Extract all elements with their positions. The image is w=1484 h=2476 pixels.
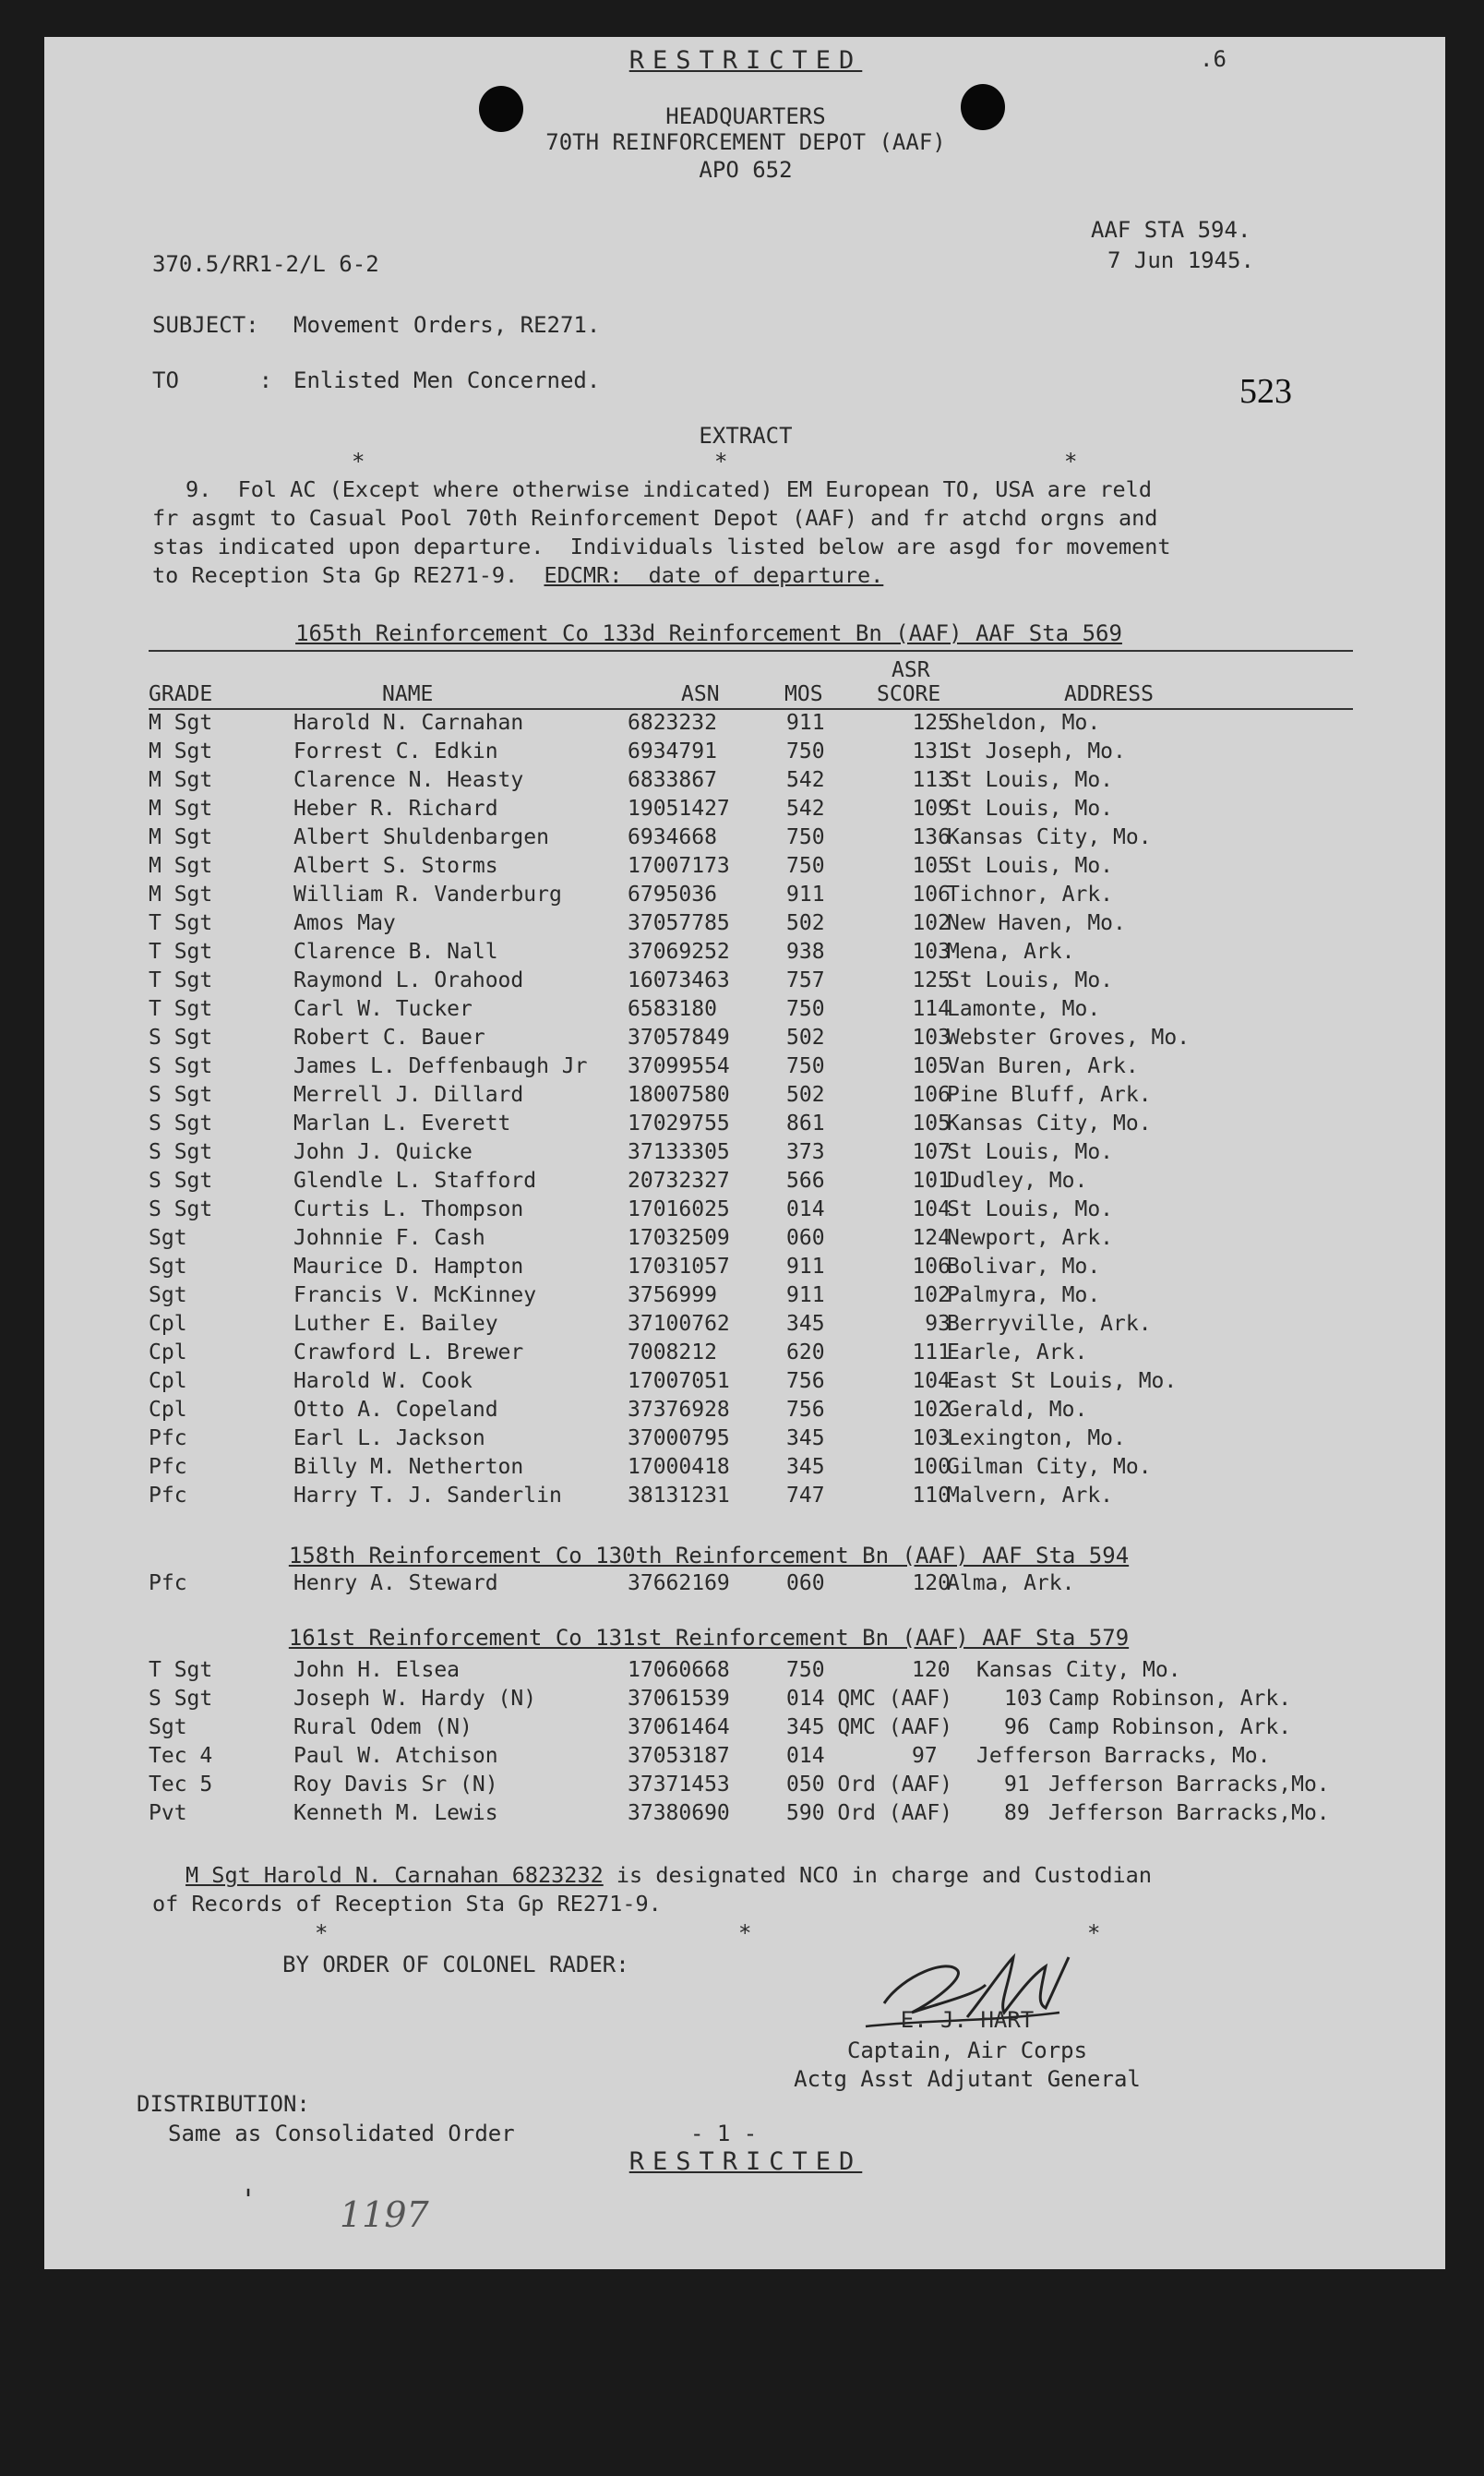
signature-stroke-1 — [884, 1966, 986, 2013]
cell-grade: M Sgt — [149, 854, 213, 878]
table-row — [44, 1310, 1445, 1339]
table-row — [44, 1685, 1445, 1713]
cell-grade: S Sgt — [149, 1054, 213, 1078]
cell-address: Webster Groves, Mo. — [947, 1026, 1191, 1050]
cell-asn: 3756999 — [628, 1283, 717, 1307]
signature — [847, 1939, 1106, 2049]
cell-name: Harold W. Cook — [293, 1369, 473, 1393]
table-row — [44, 1742, 1445, 1771]
cell-name: Glendle L. Stafford — [293, 1169, 537, 1193]
col-grade: GRADE — [149, 682, 213, 706]
cell-mos: 747 — [786, 1484, 825, 1508]
cell-score: 106 — [912, 883, 951, 907]
cell-address: St Louis, Mo. — [947, 1140, 1114, 1164]
cell-address: Jefferson Barracks, Mo. — [976, 1744, 1271, 1768]
cell-asn: 37099554 — [628, 1054, 730, 1078]
table-row — [44, 1482, 1445, 1510]
cell-address: Alma, Ark. — [947, 1571, 1075, 1595]
cell-asn: 37371453 — [628, 1773, 730, 1797]
cell-score: 125 — [912, 711, 951, 735]
cell-mos: 750 — [786, 997, 825, 1021]
cell-grade: Pfc — [149, 1426, 187, 1450]
cell-mos: 756 — [786, 1398, 825, 1422]
cell-address: Kansas City, Mo. — [947, 825, 1152, 849]
cell-score: 105 — [912, 1112, 951, 1136]
cell-grade: Pvt — [149, 1801, 187, 1825]
cell-grade: Pfc — [149, 1484, 187, 1508]
cell-score: 120 — [912, 1658, 951, 1682]
cell-name: James L. Deffenbaugh Jr — [293, 1054, 588, 1078]
cell-grade: M Sgt — [149, 825, 213, 849]
cell-grade: S Sgt — [149, 1083, 213, 1107]
cell-asn: 6833867 — [628, 768, 717, 792]
cell-asn: 6823232 — [628, 711, 717, 735]
date: 7 Jun 1945. — [1107, 247, 1254, 273]
cell-score: 125 — [912, 968, 951, 992]
table-row — [44, 852, 1445, 881]
stamp-number: 523 — [1239, 372, 1292, 411]
cell-asn: 19051427 — [628, 797, 730, 821]
cell-asn: 6934668 — [628, 825, 717, 849]
cell-score: 104 — [912, 1197, 951, 1221]
to-recipients: Enlisted Men Concerned. — [293, 367, 601, 393]
tick-mark: ' — [240, 2184, 257, 2217]
cell-name: Kenneth M. Lewis — [293, 1801, 498, 1825]
table-row — [44, 738, 1445, 766]
cell-grade: T Sgt — [149, 997, 213, 1021]
cell-score: 105 — [912, 854, 951, 878]
cell-asn: 37380690 — [628, 1801, 730, 1825]
cell-name: Paul W. Atchison — [293, 1744, 498, 1768]
section-heading-2: 158th Reinforcement Co 130th Reinforcement Bn (AAF) AAF Sta 594 — [288, 1543, 1130, 1569]
table-row — [44, 1771, 1445, 1799]
cell-score: 96 — [1004, 1715, 1030, 1739]
cell-asn: 37000795 — [628, 1426, 730, 1450]
cell-mos: 502 — [786, 911, 825, 935]
cell-asn: 37061539 — [628, 1687, 730, 1711]
cell-mos: 750 — [786, 1658, 825, 1682]
cell-name: Francis V. McKinney — [293, 1283, 537, 1307]
cell-mos: 345 — [786, 1312, 825, 1336]
cell-score: 110 — [912, 1484, 951, 1508]
org-line-1: HEADQUARTERS — [665, 103, 826, 129]
cell-name: Curtis L. Thompson — [293, 1197, 524, 1221]
cell-asn: 17007051 — [628, 1369, 730, 1393]
extract-heading: EXTRACT — [699, 423, 793, 449]
col-mos: MOS — [784, 682, 823, 706]
classification-header: RESTRICTED — [628, 46, 863, 75]
cell-mos: 014 QMC (AAF) — [786, 1687, 953, 1711]
cell-address: Kansas City, Mo. — [976, 1658, 1181, 1682]
cell-name: Billy M. Netherton — [293, 1455, 524, 1479]
star-1: * — [352, 449, 365, 475]
cell-score: 97 — [912, 1744, 938, 1768]
cell-name: Rural Odem (N) — [293, 1715, 473, 1739]
paragraph-line-4-text: to Reception Sta Gp RE271-9. — [152, 562, 545, 588]
cell-name: Crawford L. Brewer — [293, 1340, 524, 1364]
cell-score: 93 — [925, 1312, 951, 1336]
cell-score: 103 — [912, 1026, 951, 1050]
cell-grade: S Sgt — [149, 1112, 213, 1136]
cell-grade: S Sgt — [149, 1197, 213, 1221]
table-row — [44, 1281, 1445, 1310]
cell-address: Tichnor, Ark. — [947, 883, 1114, 907]
cell-name: Roy Davis Sr (N) — [293, 1773, 498, 1797]
cell-score: 100 — [912, 1455, 951, 1479]
cell-mos: 750 — [786, 825, 825, 849]
cell-grade: Cpl — [149, 1312, 187, 1336]
designated-nco: M Sgt Harold N. Carnahan 6823232 — [186, 1862, 604, 1888]
cell-mos: 756 — [786, 1369, 825, 1393]
cell-grade: Cpl — [149, 1340, 187, 1364]
table-row — [44, 795, 1445, 823]
cell-score: 106 — [912, 1255, 951, 1279]
cell-asn: 37061464 — [628, 1715, 730, 1739]
cell-mos: 861 — [786, 1112, 825, 1136]
cell-name: Raymond L. Orahood — [293, 968, 524, 992]
cell-name: Joseph W. Hardy (N) — [293, 1687, 537, 1711]
cell-grade: Sgt — [149, 1715, 187, 1739]
cell-address: New Haven, Mo. — [947, 911, 1126, 935]
cell-mos: 542 — [786, 797, 825, 821]
cell-mos: 911 — [786, 883, 825, 907]
cell-asn: 37057785 — [628, 911, 730, 935]
cell-name: Heber R. Richard — [293, 797, 498, 821]
cell-asn: 17016025 — [628, 1197, 730, 1221]
to-label: TO : — [152, 367, 273, 393]
handwritten-number: 1197 — [340, 2194, 429, 2235]
cell-score: 89 — [1004, 1801, 1030, 1825]
signer-title-1: Captain, Air Corps — [846, 2037, 1088, 2063]
cell-asn: 17007173 — [628, 854, 730, 878]
cell-grade: Cpl — [149, 1398, 187, 1422]
cell-asn: 37376928 — [628, 1398, 730, 1422]
cell-grade: Tec 5 — [149, 1773, 213, 1797]
cell-name: Harry T. J. Sanderlin — [293, 1484, 562, 1508]
cell-name: Harold N. Carnahan — [293, 711, 524, 735]
cell-asn: 6583180 — [628, 997, 717, 1021]
cell-mos: 750 — [786, 1054, 825, 1078]
cell-mos: 373 — [786, 1140, 825, 1164]
cell-address: Palmyra, Mo. — [947, 1283, 1101, 1307]
table-row — [44, 1339, 1445, 1367]
table-row — [44, 1196, 1445, 1224]
cell-mos: 620 — [786, 1340, 825, 1364]
cell-grade: M Sgt — [149, 797, 213, 821]
cell-grade: Sgt — [149, 1226, 187, 1250]
cell-score: 103 — [1004, 1687, 1043, 1711]
table-row — [44, 1253, 1445, 1281]
signer-name: E. J. HART — [900, 2007, 1035, 2033]
cell-address: St Louis, Mo. — [947, 854, 1114, 878]
cell-address: Malvern, Ark. — [947, 1484, 1114, 1508]
cell-address: Kansas City, Mo. — [947, 1112, 1152, 1136]
table-row — [44, 1081, 1445, 1110]
cell-name: Maurice D. Hampton — [293, 1255, 524, 1279]
cell-address: St Louis, Mo. — [947, 1197, 1114, 1221]
table-row — [44, 1569, 1445, 1598]
table-row — [44, 1167, 1445, 1196]
cell-grade: M Sgt — [149, 768, 213, 792]
star-3: * — [1064, 449, 1078, 475]
paragraph-line-2: fr asgmt to Casual Pool 70th Reinforcement Depot (AAF) and fr atchd orgns and — [152, 505, 1158, 531]
designation-line-1 — [186, 1862, 1152, 1888]
cell-mos: 014 — [786, 1744, 825, 1768]
cell-grade: M Sgt — [149, 739, 213, 763]
cell-address: Jefferson Barracks,Mo. — [1048, 1773, 1330, 1797]
cell-grade: Pfc — [149, 1571, 187, 1595]
cell-grade: T Sgt — [149, 1658, 213, 1682]
cell-asn: 18007580 — [628, 1083, 730, 1107]
cell-asn: 7008212 — [628, 1340, 717, 1364]
cell-name: Albert Shuldenbargen — [293, 825, 549, 849]
cell-score: 102 — [912, 1398, 951, 1422]
table-row — [44, 823, 1445, 852]
cell-score: 101 — [912, 1169, 951, 1193]
star-4: * — [315, 1920, 329, 1946]
cell-score: 131 — [912, 739, 951, 763]
distribution-label: DISTRIBUTION: — [137, 2091, 310, 2117]
table-row — [44, 766, 1445, 795]
cell-mos: 502 — [786, 1083, 825, 1107]
cell-address: St Louis, Mo. — [947, 968, 1114, 992]
col-score: SCORE — [877, 682, 941, 706]
cell-address: Newport, Ark. — [947, 1226, 1114, 1250]
cell-name: Henry A. Steward — [293, 1571, 498, 1595]
cell-mos: 050 Ord (AAF) — [786, 1773, 953, 1797]
cell-grade: M Sgt — [149, 883, 213, 907]
cell-mos: 060 — [786, 1226, 825, 1250]
cell-score: 105 — [912, 1054, 951, 1078]
cell-mos: 911 — [786, 1255, 825, 1279]
org-line-3: APO 652 — [699, 157, 793, 183]
cell-score: 102 — [912, 911, 951, 935]
cell-mos: 014 — [786, 1197, 825, 1221]
cell-score: 124 — [912, 1226, 951, 1250]
cell-address: Berryville, Ark. — [947, 1312, 1152, 1336]
org-line-2: 70TH REINFORCEMENT DEPOT (AAF) — [545, 129, 946, 155]
designation-line-2: of Records of Reception Sta Gp RE271-9. — [152, 1891, 662, 1917]
table-row — [44, 1110, 1445, 1138]
cell-name: Marlan L. Everett — [293, 1112, 511, 1136]
cell-asn: 17032509 — [628, 1226, 730, 1250]
cell-grade: T Sgt — [149, 911, 213, 935]
edcmr-note: EDCMR: date of departure. — [544, 562, 884, 588]
cell-mos: 345 — [786, 1426, 825, 1450]
table-row — [44, 1656, 1445, 1685]
table-row — [44, 1799, 1445, 1828]
table-row — [44, 995, 1445, 1024]
cell-mos: 750 — [786, 739, 825, 763]
cell-name: William R. Vanderburg — [293, 883, 562, 907]
cell-name: Luther E. Bailey — [293, 1312, 498, 1336]
cell-address: Pine Bluff, Ark. — [947, 1083, 1152, 1107]
cell-score: 107 — [912, 1140, 951, 1164]
cell-address: Lamonte, Mo. — [947, 997, 1101, 1021]
col-name: NAME — [382, 682, 434, 706]
table-row — [44, 1224, 1445, 1253]
cell-address: Bolivar, Mo. — [947, 1255, 1101, 1279]
cell-grade: T Sgt — [149, 940, 213, 964]
section-heading-3: 161st Reinforcement Co 131st Reinforcement Bn (AAF) AAF Sta 579 — [288, 1625, 1130, 1651]
cell-address: Gerald, Mo. — [947, 1398, 1088, 1422]
cell-address: Camp Robinson, Ark. — [1048, 1715, 1292, 1739]
cell-address: Earle, Ark. — [947, 1340, 1088, 1364]
table-row — [44, 938, 1445, 967]
cell-address: Dudley, Mo. — [947, 1169, 1088, 1193]
signer-title-2: Actg Asst Adjutant General — [794, 2066, 1141, 2092]
designation-text: is designated NCO in charge and Custodian — [603, 1862, 1152, 1888]
cell-mos: 911 — [786, 1283, 825, 1307]
cell-asn: 6795036 — [628, 883, 717, 907]
distribution: Same as Consolidated Order — [168, 2121, 515, 2146]
cell-address: Jefferson Barracks,Mo. — [1048, 1801, 1330, 1825]
cell-mos: 542 — [786, 768, 825, 792]
paragraph-line-4 — [152, 562, 883, 588]
cell-address: Van Buren, Ark. — [947, 1054, 1139, 1078]
cell-score: 104 — [912, 1369, 951, 1393]
cell-asn: 20732327 — [628, 1169, 730, 1193]
col-asr: ASR — [892, 658, 930, 682]
cell-grade: Sgt — [149, 1255, 187, 1279]
cell-name: Earl L. Jackson — [293, 1426, 485, 1450]
table-row — [44, 709, 1445, 738]
document-sheet — [44, 37, 1445, 2269]
cell-mos: 750 — [786, 854, 825, 878]
table-row — [44, 1138, 1445, 1167]
cell-score: 103 — [912, 940, 951, 964]
cell-grade: Cpl — [149, 1369, 187, 1393]
cell-asn: 37053187 — [628, 1744, 730, 1768]
cell-asn: 38131231 — [628, 1484, 730, 1508]
cell-grade: T Sgt — [149, 968, 213, 992]
cell-score: 106 — [912, 1083, 951, 1107]
star-5: * — [738, 1920, 752, 1946]
table-row — [44, 1453, 1445, 1482]
cell-grade: S Sgt — [149, 1687, 213, 1711]
cell-grade: Pfc — [149, 1455, 187, 1479]
cell-grade: Tec 4 — [149, 1744, 213, 1768]
table-row — [44, 967, 1445, 995]
table-row — [44, 1024, 1445, 1052]
order-line: BY ORDER OF COLONEL RADER: — [282, 1952, 629, 1977]
cell-score: 136 — [912, 825, 951, 849]
cell-grade: S Sgt — [149, 1026, 213, 1050]
cell-name: Johnnie F. Cash — [293, 1226, 485, 1250]
cell-address: St Louis, Mo. — [947, 768, 1114, 792]
cell-address: Camp Robinson, Ark. — [1048, 1687, 1292, 1711]
page-mark: .6 — [1200, 46, 1227, 72]
cell-score: 91 — [1004, 1773, 1030, 1797]
table-row — [44, 1052, 1445, 1081]
cell-name: Robert C. Bauer — [293, 1026, 485, 1050]
table-row — [44, 1424, 1445, 1453]
cell-mos: 938 — [786, 940, 825, 964]
cell-score: 103 — [912, 1426, 951, 1450]
cell-name: Amos May — [293, 911, 396, 935]
cell-asn: 17029755 — [628, 1112, 730, 1136]
paragraph-line-1: 9. Fol AC (Except where otherwise indicated) EM European TO, USA are reld — [186, 476, 1152, 502]
cell-mos: 566 — [786, 1169, 825, 1193]
table-top-rule — [149, 650, 1353, 652]
cell-asn: 17060668 — [628, 1658, 730, 1682]
cell-name: Clarence B. Nall — [293, 940, 498, 964]
cell-score: 102 — [912, 1283, 951, 1307]
cell-mos: 757 — [786, 968, 825, 992]
cell-score: 109 — [912, 797, 951, 821]
cell-grade: S Sgt — [149, 1140, 213, 1164]
cell-address: Lexington, Mo. — [947, 1426, 1126, 1450]
cell-score: 111 — [912, 1340, 951, 1364]
subject-label: SUBJECT: — [152, 312, 259, 338]
cell-mos: 911 — [786, 711, 825, 735]
cell-asn: 17031057 — [628, 1255, 730, 1279]
cell-mos: 345 QMC (AAF) — [786, 1715, 953, 1739]
cell-name: John H. Elsea — [293, 1658, 461, 1682]
cell-asn: 16073463 — [628, 968, 730, 992]
cell-address: Sheldon, Mo. — [947, 711, 1101, 735]
cell-asn: 6934791 — [628, 739, 717, 763]
col-asn: ASN — [681, 682, 720, 706]
classification-footer: RESTRICTED — [628, 2147, 863, 2176]
cell-address: St Louis, Mo. — [947, 797, 1114, 821]
cell-asn: 17000418 — [628, 1455, 730, 1479]
cell-name: Albert S. Storms — [293, 854, 498, 878]
cell-mos: 060 — [786, 1571, 825, 1595]
table-row — [44, 1713, 1445, 1742]
cell-name: Merrell J. Dillard — [293, 1083, 524, 1107]
cell-name: Carl W. Tucker — [293, 997, 473, 1021]
paragraph-line-3: stas indicated upon departure. Individuals listed below are asgd for movement — [152, 534, 1171, 559]
page-number: - 1 - — [690, 2121, 758, 2146]
subject: Movement Orders, RE271. — [293, 312, 601, 338]
cell-mos: 590 Ord (AAF) — [786, 1801, 953, 1825]
cell-score: 120 — [912, 1571, 951, 1595]
cell-grade: Sgt — [149, 1283, 187, 1307]
cell-grade: M Sgt — [149, 711, 213, 735]
cell-asn: 37662169 — [628, 1571, 730, 1595]
cell-name: Otto A. Copeland — [293, 1398, 498, 1422]
cell-score: 114 — [912, 997, 951, 1021]
cell-grade: S Sgt — [149, 1169, 213, 1193]
cell-name: Forrest C. Edkin — [293, 739, 498, 763]
file-reference: 370.5/RR1-2/L 6-2 — [152, 251, 379, 277]
cell-asn: 37069252 — [628, 940, 730, 964]
table-row — [44, 909, 1445, 938]
star-2: * — [714, 449, 728, 475]
cell-mos: 502 — [786, 1026, 825, 1050]
cell-name: Clarence N. Heasty — [293, 768, 524, 792]
table-row — [44, 1367, 1445, 1396]
cell-address: Mena, Ark. — [947, 940, 1075, 964]
cell-address: East St Louis, Mo. — [947, 1369, 1178, 1393]
cell-asn: 37057849 — [628, 1026, 730, 1050]
cell-mos: 345 — [786, 1455, 825, 1479]
cell-name: John J. Quicke — [293, 1140, 473, 1164]
cell-address: St Joseph, Mo. — [947, 739, 1126, 763]
cell-address: Gilman City, Mo. — [947, 1455, 1152, 1479]
star-6: * — [1087, 1920, 1101, 1946]
table-row — [44, 881, 1445, 909]
section-heading-1: 165th Reinforcement Co 133d Reinforcement Bn (AAF) AAF Sta 569 — [295, 620, 1122, 646]
col-address: ADDRESS — [1064, 682, 1154, 706]
table-row — [44, 1396, 1445, 1424]
cell-asn: 37100762 — [628, 1312, 730, 1336]
cell-asn: 37133305 — [628, 1140, 730, 1164]
cell-score: 113 — [912, 768, 951, 792]
station: AAF STA 594. — [1091, 217, 1251, 243]
